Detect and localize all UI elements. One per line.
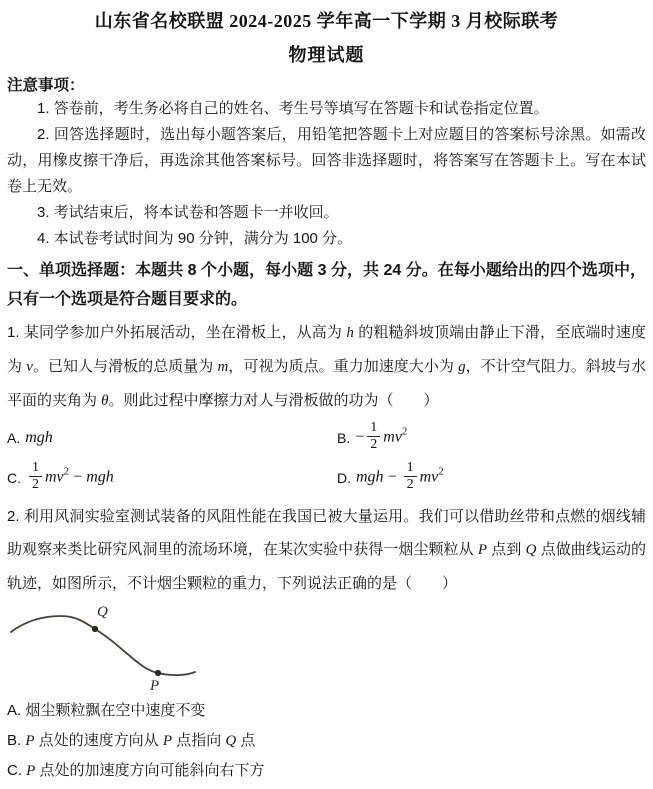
notice-item-2: 2. 回答选择题时，选出每小题答案后，用铅笔把答题卡上对应题目的答案标号涂黑。如需改动，用橡皮擦干净后，再选涂其他答案标号。回答非选择题时，将答案写在答题卡上。写在本试卷上无效。 bbox=[7, 126, 646, 195]
option-formula: − $\frac{1}{2}$ $mv^2$ bbox=[355, 420, 408, 452]
option-label: A. bbox=[7, 430, 21, 446]
option-label: C. bbox=[7, 470, 21, 486]
point-p-dot bbox=[155, 670, 161, 676]
q1-option-a bbox=[7, 418, 337, 458]
notice-item-4: 4. 本试卷考试时间为 90 分钟，满分为 100 分。 bbox=[37, 230, 353, 247]
q1-option-b bbox=[337, 418, 646, 458]
page-title: 山东省名校联盟 2024-2025 学年高一下学期 3 月校际联考 bbox=[94, 11, 559, 31]
q2-figure bbox=[9, 602, 233, 692]
option-formula: $\frac{1}{2}$ $mv^2$ − mgh bbox=[26, 462, 114, 494]
q2-option-a: A. 烟尘颗粒飘在空中速度不变 bbox=[7, 702, 206, 719]
q1-option-d bbox=[337, 458, 646, 498]
q1-options bbox=[7, 418, 646, 498]
trajectory-diagram bbox=[9, 602, 233, 692]
notice-item-3: 3. 考试结束后，将本试卷和答题卡一并收回。 bbox=[37, 204, 339, 221]
exam-page bbox=[0, 10, 653, 786]
question-2-text: 2. 利用风洞实验室测试装备的风阻性能在我国已被大量运用。我们可以借助丝带和点燃的烟线辅助观察来类比研究风洞里的流场环境，在某次实验中获得一烟尘颗粒从 P 点到 Q 点做曲线运动的轨迹，如图所示，不计烟尘颗粒的重力，下列说法正确的是（ ） bbox=[7, 508, 647, 592]
option-formula: mgh bbox=[25, 429, 53, 446]
trajectory-curve bbox=[11, 616, 195, 675]
q2-option-c: C. P 点处的加速度方向可能斜向右下方 bbox=[7, 762, 265, 779]
point-q-label: Q bbox=[97, 604, 108, 620]
option-label: B. bbox=[337, 430, 351, 446]
q2-option-b: B. P 点处的速度方向从 P 点指向 Q 点 bbox=[7, 732, 256, 749]
page-subtitle: 物理试题 bbox=[288, 45, 365, 65]
notice-item-1: 1. 答卷前，考生务必将自己的姓名、考生号等填写在答题卡和试卷指定位置。 bbox=[37, 100, 549, 117]
q2-options bbox=[7, 696, 646, 786]
notice-header: 注意事项： bbox=[7, 77, 85, 94]
q1-option-c bbox=[7, 458, 337, 498]
point-p-label: P bbox=[150, 678, 160, 692]
option-label: D. bbox=[337, 470, 351, 486]
section-heading: 一、单项选择题：本题共 8 个小题，每小题 3 分，共 24 分。在每小题给出的四个选项中，只有一个选项是符合题目要求的。 bbox=[7, 262, 646, 308]
point-q-dot bbox=[92, 626, 98, 632]
option-formula: mgh − $\frac{1}{2}$ $mv^2$ bbox=[356, 460, 444, 492]
question-1-text: 1. 某同学参加户外拓展活动，坐在滑板上，从高为 h 的粗糙斜坡顶端由静止下滑，至底端时速度为 v。已知人与滑板的总质量为 m，可视为质点。重力加速度大小为 g，不计空气阻力。斜坡与水平面的夹角为 θ。则此过程中摩擦力对人与滑板做的功为（ ） bbox=[7, 324, 646, 409]
